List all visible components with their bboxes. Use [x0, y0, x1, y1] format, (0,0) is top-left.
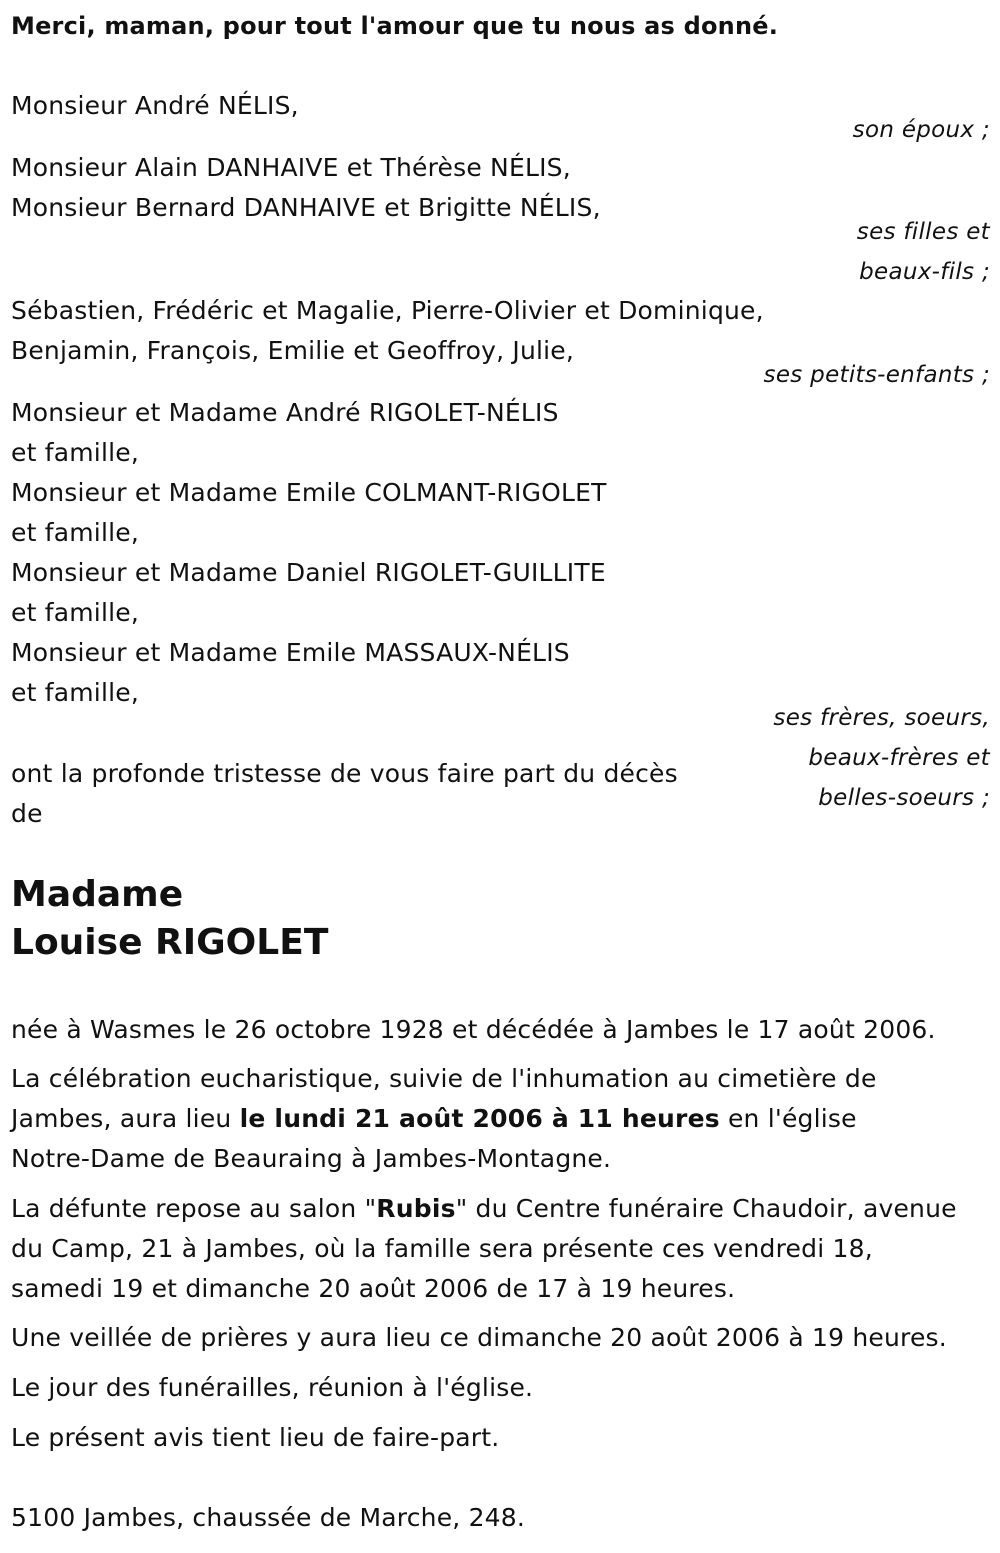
sibling-line: Monsieur et Madame Emile COLMANT-RIGOLET — [11, 478, 607, 507]
viewing-line: samedi 19 et dimanche 20 août 2006 de 17 à 19 heures. — [11, 1274, 736, 1303]
daughter-name: Monsieur Bernard DANHAIVE et Brigitte NÉLIS, — [11, 193, 601, 222]
birth-death: née à Wasmes le 26 octobre 1928 et décédée à Jambes le 17 août 2006. — [11, 1015, 936, 1044]
ceremony-line — [11, 1103, 857, 1135]
announcement-line: de — [11, 799, 43, 828]
ceremony-date: le lundi 21 août 2006 à 11 heures — [239, 1104, 720, 1133]
viewing-text: La défunte repose au salon " — [11, 1194, 377, 1223]
viewing-text: " du Centre funéraire Chaudoir, avenue — [455, 1194, 957, 1223]
siblings-relation: belles-soeurs ; — [818, 785, 990, 811]
viewing-line: du Camp, 21 à Jambes, où la famille sera présente ces vendredi 18, — [11, 1234, 873, 1263]
ceremony-line: La célébration eucharistique, suivie de l'inhumation au cimetière de — [11, 1064, 877, 1093]
funeral-day-line: Le jour des funérailles, réunion à l'église. — [11, 1373, 534, 1402]
grandchildren-names: Sébastien, Frédéric et Magalie, Pierre-Olivier et Dominique, — [11, 296, 764, 325]
siblings-relation: ses frères, soeurs, — [773, 705, 990, 731]
spouse-name: Monsieur André NÉLIS, — [11, 91, 299, 120]
grandchildren-names: Benjamin, François, Emilie et Geoffroy, Julie, — [11, 336, 575, 365]
deceased-title: Madame — [11, 874, 184, 915]
spouse-relation: son époux ; — [852, 117, 990, 143]
sibling-line: Monsieur et Madame André RIGOLET-NÉLIS — [11, 398, 559, 427]
sibling-line: et famille, — [11, 598, 139, 627]
headline: Merci, maman, pour tout l'amour que tu nous as donné. — [11, 12, 779, 40]
address-line: 5100 Jambes, chaussée de Marche, 248. — [11, 1503, 526, 1532]
sibling-line: et famille, — [11, 518, 139, 547]
salon-name: Rubis — [376, 1194, 456, 1223]
grandchildren-relation: ses petits-enfants ; — [763, 362, 990, 388]
ceremony-text: Jambes, aura lieu — [11, 1104, 240, 1133]
viewing-line — [11, 1193, 957, 1225]
deceased-name: Louise RIGOLET — [11, 922, 329, 963]
daughters-relation: beaux-fils ; — [859, 259, 990, 285]
siblings-relation: beaux-frères et — [808, 745, 990, 771]
sibling-line: et famille, — [11, 678, 139, 707]
daughters-relation: ses filles et — [856, 219, 990, 245]
sibling-line: Monsieur et Madame Daniel RIGOLET-GUILLITE — [11, 558, 606, 587]
notice-line: Le présent avis tient lieu de faire-part. — [11, 1423, 500, 1452]
ceremony-line: Notre-Dame de Beauraing à Jambes-Montagne. — [11, 1144, 612, 1173]
ceremony-text: en l'église — [719, 1104, 857, 1133]
announcement-line: ont la profonde tristesse de vous faire part du décès — [11, 759, 678, 788]
daughter-name: Monsieur Alain DANHAIVE et Thérèse NÉLIS, — [11, 153, 571, 182]
vigil-line: Une veillée de prières y aura lieu ce dimanche 20 août 2006 à 19 heures. — [11, 1323, 947, 1352]
sibling-line: Monsieur et Madame Emile MASSAUX-NÉLIS — [11, 638, 570, 667]
sibling-line: et famille, — [11, 438, 139, 467]
